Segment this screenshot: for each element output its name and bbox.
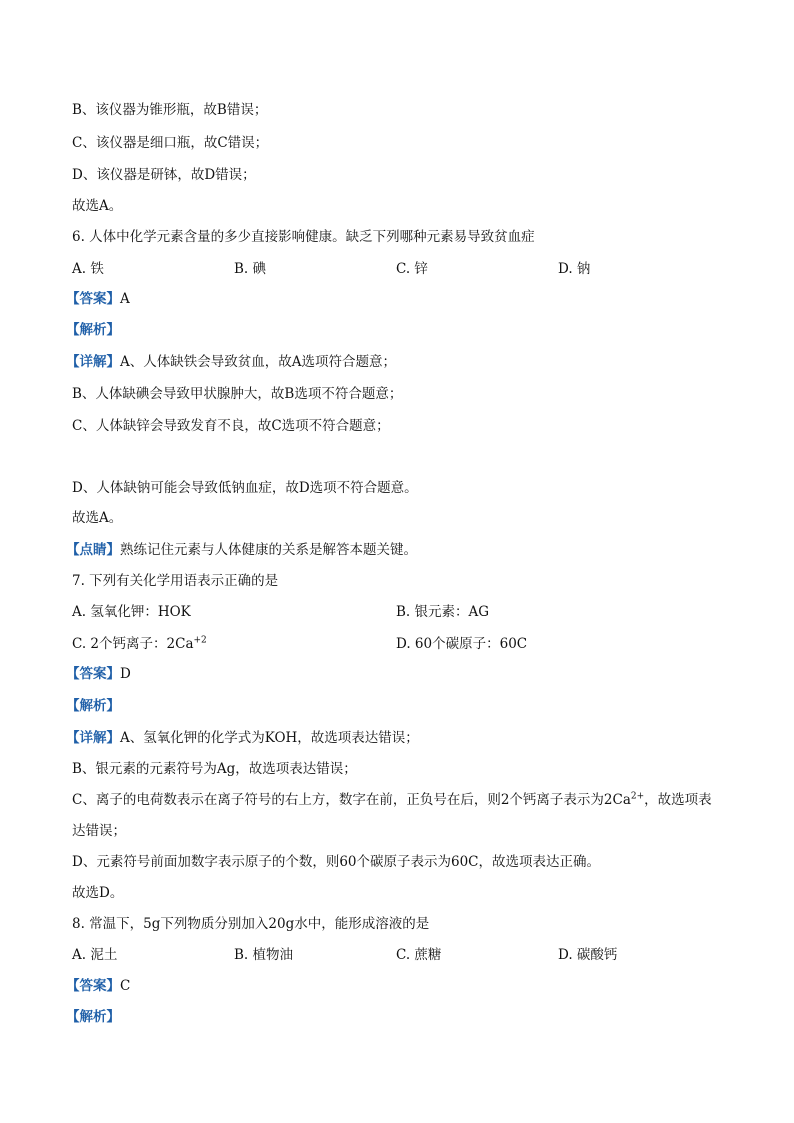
analysis-line [66,321,120,339]
option-a: A. 氢氧化钾：HOK [72,604,191,620]
question-stem: 7. 下列有关化学用语表示正确的是 [72,573,279,589]
detail-text: A、人体缺铁会导致贫血，故A选项符合题意； [120,354,396,370]
answer-tag: 【 答案 】 [66,666,120,682]
text-line: C、该仪器是细口瓶，故C错误； [72,135,269,151]
text-line: D、该仪器是研钵，故D错误； [72,167,256,183]
option-d: D. 60个碳原子：60C [396,636,528,652]
analysis-line [66,1008,120,1026]
text-line: D、人体缺钠可能会导致低钠血症，故D选项不符合题意。 [72,480,418,496]
text-line: 故选D。 [72,885,124,901]
text-line: B、该仪器为锥形瓶，故B错误； [72,102,268,118]
answer-tag: 【 答案 】 [66,291,120,307]
option-c-charge: +2 [193,635,207,646]
answer-line [66,977,130,995]
detail-text: A、氢氧化钾的化学式为KOH，故选项表达错误； [120,730,419,746]
analysis-tag: 【 解析 】 [66,1009,120,1025]
text-line: C、人体缺锌会导致发育不良，故C选项不符合题意； [72,418,390,434]
option-a: A. 泥土 [72,947,118,963]
answer-tag: 【 答案 】 [66,978,120,994]
answer-line [66,290,130,308]
option-c-text: C. 2个钙离子：2Ca [72,636,194,652]
analysis-tag: 【 解析 】 [66,698,120,714]
comment-tag: 【 点睛 】 [66,542,120,558]
option-c: C. 蔗糖 [396,947,442,963]
answer-value: A [120,291,130,307]
option-a: A. 铁 [72,261,104,277]
text-line: 故选A。 [72,198,123,214]
text-segment: C、离子的电荷数表示在离子符号的右上方，数字在前，正负号在后，则2个钙离子表示为2Ca [72,792,631,808]
detail-tag: 【 详解 】 [66,730,120,746]
text-line: D、元素符号前面加数字表示原子的个数，则60个碳原子表示为60C，故选项表达正确。 [72,854,601,870]
option-b: B. 碘 [234,261,267,277]
text-line [72,791,712,809]
text-segment: ，故选项表 [644,792,712,808]
comment-line [66,541,417,559]
analysis-tag: 【 解析 】 [66,322,120,338]
text-line: 达错误； [72,823,126,839]
detail-line [66,729,419,747]
answer-value: C [120,978,131,994]
question-stem: 6. 人体中化学元素含量的多少直接影响健康。缺乏下列哪种元素易导致贫血症 [72,229,535,245]
text-line: 故选A。 [72,510,123,526]
analysis-line [66,697,120,715]
answer-value: D [120,666,131,682]
detail-tag: 【 详解 】 [66,354,120,370]
text-line: B、银元素的元素符号为Ag，故选项表达错误； [72,761,357,777]
option-c: C. 锌 [396,261,428,277]
detail-line [66,353,396,371]
charge-superscript: 2+ [630,791,645,802]
option-c [72,635,207,653]
answer-line [66,665,131,683]
question-stem: 8. 常温下，5g下列物质分别加入20g水中，能形成溶液的是 [72,916,430,932]
text-line: B、人体缺碘会导致甲状腺肿大，故B选项不符合题意； [72,386,403,402]
option-b: B. 银元素：AG [396,604,490,620]
comment-text: 熟练记住元素与人体健康的关系是解答本题关键。 [120,542,417,558]
option-d: D. 钠 [558,261,591,277]
option-b: B. 植物油 [234,947,294,963]
option-d: D. 碳酸钙 [558,947,618,963]
